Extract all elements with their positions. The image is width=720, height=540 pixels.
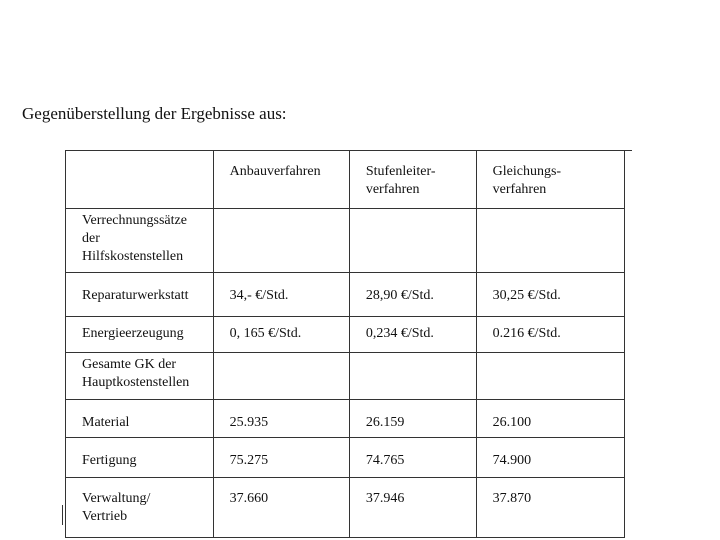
header-label: Gleichungs- verfahren [492,164,562,197]
table-cell: 25.935 [213,400,349,438]
table-row [66,209,625,273]
table-cell: 28,90 €/Std. [349,273,476,317]
table-cell: 30,25 €/Std. [476,273,624,317]
table-cell: 26.100 [476,400,624,438]
table-cell [476,209,624,273]
header-label: Stufenleiter- verfahren [365,164,436,197]
page-heading: Gegenüberstellung der Ergebnisse aus: [22,104,287,123]
table-cell [349,353,476,400]
row-label: Material [66,400,214,438]
table-cell: 34,- €/Std. [213,273,349,317]
table-cell [213,353,349,400]
table-header-row [66,151,625,209]
table-cell: 26.159 [349,400,476,438]
header-cell-stufenleiterverfahren [349,151,476,209]
table-cell: 37.870 [476,478,624,538]
table-row [66,400,625,438]
table-row [66,438,625,478]
row-label: Verwaltung/ Vertrieb [66,478,214,538]
table-row [66,478,625,538]
row-label: Gesamte GK der Hauptkostenstellen [66,353,214,400]
header-cell-gleichungsverfahren [476,151,624,209]
table-cell: 37.946 [349,478,476,538]
header-cell-empty [66,151,214,209]
table-row [66,317,625,353]
table-cell: 75.275 [213,438,349,478]
table-row [66,273,625,317]
table-cell: 74.765 [349,438,476,478]
table-cell [349,209,476,273]
table-cell: 74.900 [476,438,624,478]
table-cell: 0.216 €/Std. [476,317,624,353]
table-cell: 0,234 €/Std. [349,317,476,353]
header-label: Anbauverfahren [229,164,321,179]
row-label: Energieerzeugung [66,317,214,353]
row-label: Fertigung [66,438,214,478]
table-cell [213,209,349,273]
results-table [65,150,625,538]
table-edge-tick [624,150,632,151]
row-label: Reparaturwerkstatt [66,273,214,317]
table-row [66,353,625,400]
table-cell: 0, 165 €/Std. [213,317,349,353]
row-label: Verrechnungssätze der Hilfskostenstellen [66,209,214,273]
table-edge-tick [62,505,63,525]
table-cell [476,353,624,400]
table-cell: 37.660 [213,478,349,538]
header-cell-anbauverfahren [213,151,349,209]
